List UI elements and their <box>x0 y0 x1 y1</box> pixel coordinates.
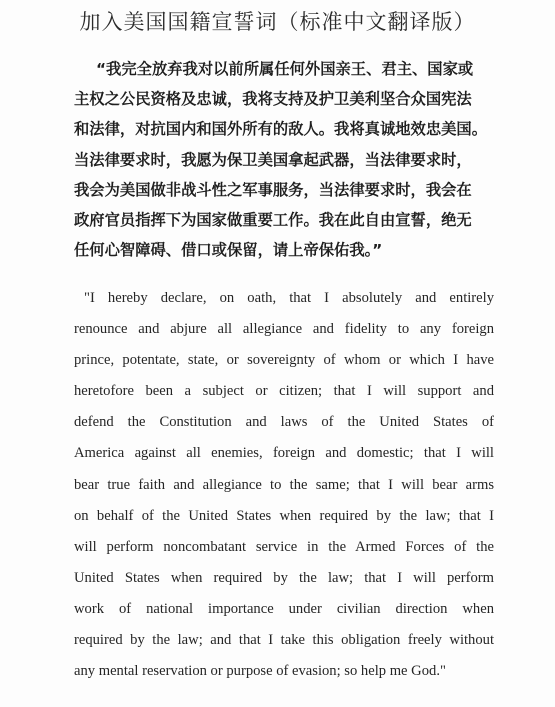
english-oath-line: United States when required by the law; that I will perform <box>74 569 494 586</box>
english-oath-line: bear true faith and allegiance to the same; that I will bear arms <box>74 476 494 493</box>
english-oath-line: America against all enemies, foreign and domestic; that I will <box>74 445 494 462</box>
chinese-oath-line: 主权之公民资格及忠诚，我将支持及护卫美利坚合众国宪法 <box>74 90 472 109</box>
english-oath-line: on behalf of the United States when required by the law; that I <box>74 507 494 524</box>
english-oath-paragraph <box>74 283 494 687</box>
chinese-oath-line: 任何心智障碍、借口或保留，请上帝保佑我。” <box>74 241 383 260</box>
english-oath-line: prince, potentate, state, or sovereignty of whom or which I have <box>74 352 494 369</box>
chinese-oath-line: 我会为美国做非战斗性之军事服务，当法律要求时，我会在 <box>74 180 472 199</box>
english-oath-line: renounce and abjure all allegiance and fidelity to any foreign <box>74 321 494 338</box>
chinese-oath-line: 当法律要求时，我愿为保卫美国拿起武器，当法律要求时， <box>74 150 472 169</box>
document-title: 加入美国国籍宣誓词（标准中文翻译版） <box>79 10 476 34</box>
chinese-oath-line: 和法律，对抗国内和国外所有的敌人。我将真诚地效忠美国。 <box>74 120 488 139</box>
english-oath-line: any mental reservation or purpose of evasion; so help me God." <box>74 663 446 680</box>
english-oath-line: required by the law; and that I take this obligation freely without <box>74 632 494 649</box>
chinese-oath-line: 政府官员指挥下为国家做重要工作。我在此自由宣誓，绝无 <box>74 210 472 229</box>
english-oath-line: will perform noncombatant service in the Armed Forces of the <box>74 538 494 555</box>
english-oath-line: heretofore been a subject or citizen; that I will support and <box>74 383 494 400</box>
chinese-oath-line: “我完全放弃我对以前所属任何外国亲王、君主、国家或 <box>96 60 474 78</box>
english-oath-line: defend the Constitution and laws of the United States of <box>74 414 494 431</box>
english-oath-line: work of national importance under civilian direction when <box>74 600 494 617</box>
english-oath-line: "I hereby declare, on oath, that I absolutely and entirely <box>84 290 494 306</box>
chinese-oath-paragraph <box>74 54 514 265</box>
